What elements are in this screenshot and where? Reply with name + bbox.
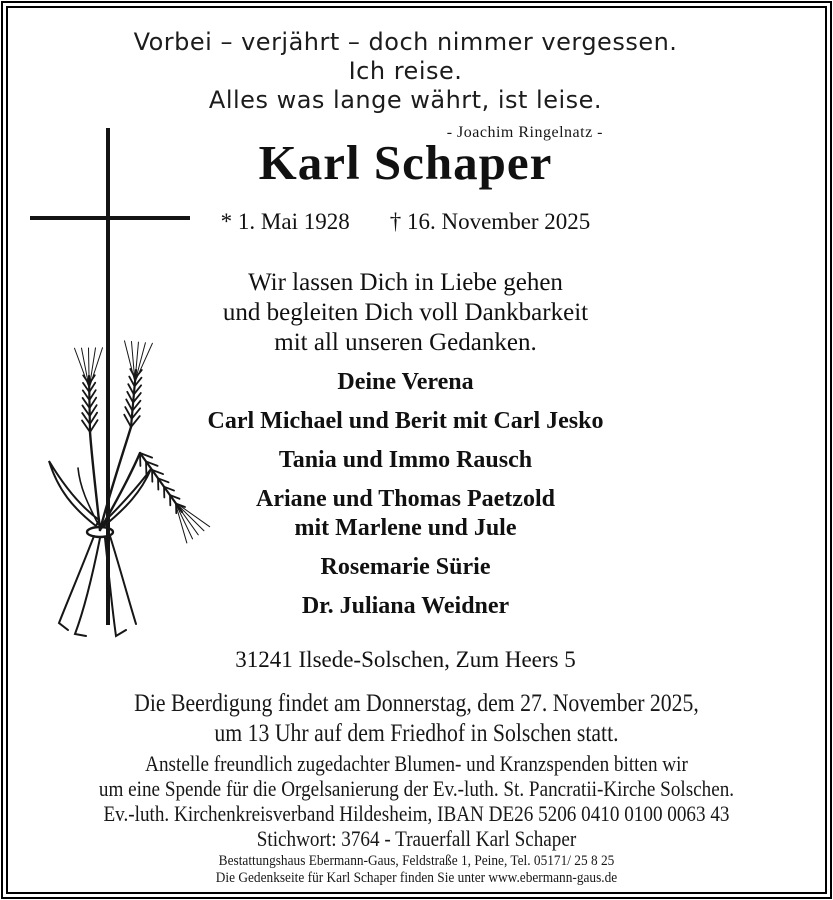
mourner-line: Ariane und Thomas Paetzold [256, 486, 555, 512]
farewell-line: mit all unseren Gedanken. [274, 329, 537, 356]
footer-line: Die Gedenkseite für Karl Schaper finden Sie unter www.ebermann-gaus.de [215, 870, 618, 886]
donation-line: Stichwort: 3764 - Trauerfall Karl Schaper [256, 826, 577, 851]
farewell-line: Wir lassen Dich in Liebe gehen [248, 269, 563, 296]
funeral-info [54, 689, 779, 749]
death-date: † 16. November 2025 [389, 209, 591, 234]
quote-attribution: - Joachim Ringelnatz - [446, 124, 603, 141]
footer-line: Bestattungshaus Ebermann-Gaus, Feldstraße 1, Peine, Tel. 05171/ 25 8 25 [218, 853, 615, 869]
donation-line: um eine Spende für die Orgelsanierung der Ev.-luth. St. Pancratii-Kirche Solschen. [98, 776, 735, 801]
donation-line: Anstelle freundlich zugedachter Blumen- und Kranzspenden bitten wir [145, 751, 688, 776]
donation-info [54, 751, 779, 851]
mourner-line: Tania und Immo Rausch [278, 447, 533, 473]
quote-line: Vorbei – verjährt – doch nimmer vergessen. [133, 28, 678, 56]
mourner-line: Deine Verena [337, 369, 474, 395]
funeral-home-footer [33, 853, 799, 887]
home-address: 31241 Ilsede-Solschen, Zum Heers 5 [235, 647, 576, 672]
birth-date: * 1. Mai 1928 [220, 209, 350, 234]
quote-line: Alles was lange währt, ist leise. [208, 86, 603, 114]
farewell-line: und begleiten Dich voll Dankbarkeit [222, 299, 589, 326]
mourner-line: mit Marlene und Jule [294, 515, 517, 541]
donation-line: Ev.-luth. Kirchenkreisverband Hildesheim, IBAN DE26 5206 0410 0100 0063 43 [103, 801, 730, 826]
deceased-name: Karl Schaper [258, 135, 553, 190]
funeral-line: um 13 Uhr auf dem Friedhof in Solschen statt. [214, 720, 619, 747]
mourner-line: Carl Michael und Berit mit Carl Jesko [207, 408, 604, 434]
funeral-line: Die Beerdigung findet am Donnerstag, dem 27. November 2025, [134, 690, 699, 717]
mourner-line: Rosemarie Sürie [320, 554, 491, 580]
quote-line: Ich reise. [348, 57, 463, 85]
mourner-line: Dr. Juliana Weidner [301, 593, 510, 619]
